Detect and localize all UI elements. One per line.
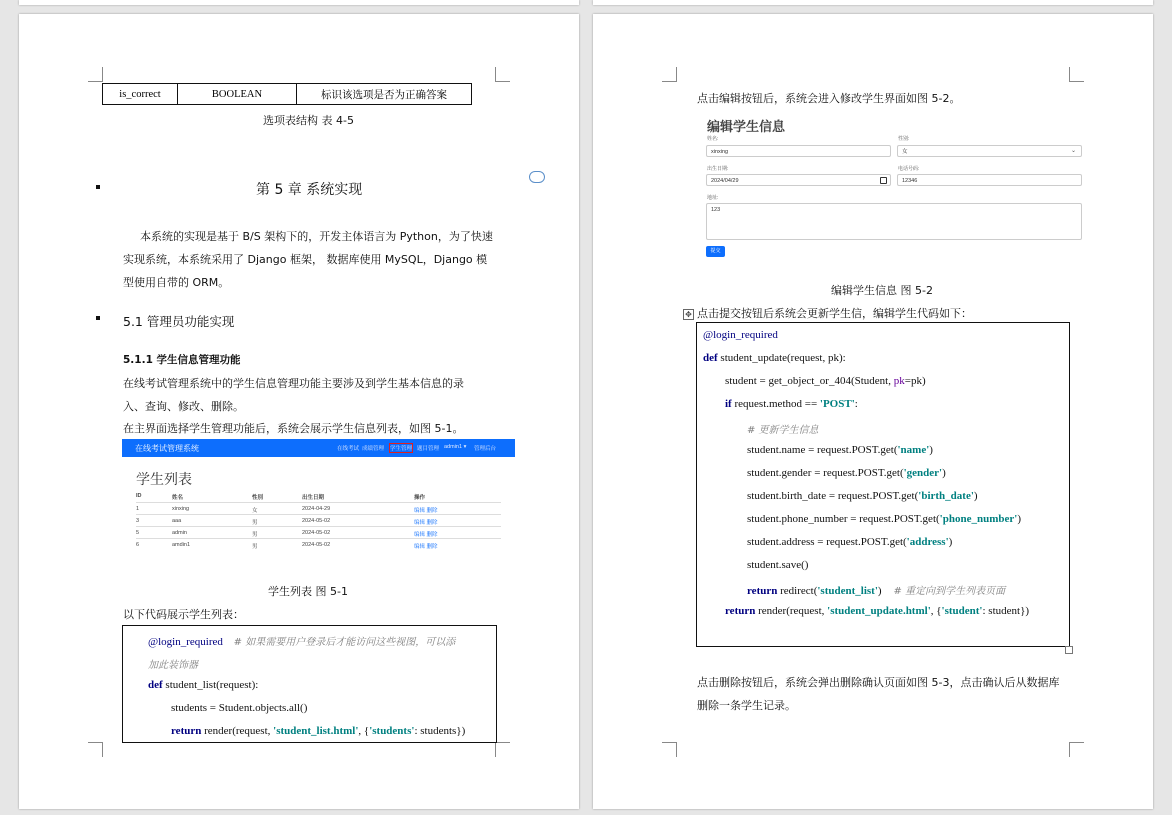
code-text: request.method == — [731, 398, 820, 410]
code-param: pk — [893, 375, 905, 387]
table-caption: 选项表结构 表 4-5 — [263, 114, 354, 127]
cell-actions: 编辑 删除 — [414, 532, 438, 538]
gender-select: 女 — [897, 145, 1082, 157]
student-list-screenshot — [122, 439, 515, 559]
crop-mark — [495, 67, 510, 82]
resize-handle[interactable] — [1065, 646, 1073, 654]
code-text: student_list(request): — [162, 679, 259, 691]
move-handle-icon[interactable]: ✥ — [683, 309, 694, 320]
address-field: 123 — [706, 203, 1082, 240]
paragraph-line: 实现系统，本系统采用了 Django 框架， 数据库使用 MySQL，Django 模 — [123, 253, 488, 266]
code-keyword: if — [725, 398, 732, 410]
code-line — [725, 605, 1029, 617]
cell: 男 — [252, 520, 258, 526]
table-row — [103, 84, 472, 105]
code-line — [148, 656, 198, 671]
code-text: student.birth_date = request.POST.get( — [747, 490, 919, 502]
code-block-student-update[interactable] — [696, 322, 1070, 647]
code-block-student-list[interactable] — [122, 625, 497, 743]
code-line: student.address = request.POST.get('address') — [747, 536, 953, 548]
col-header: 姓名 — [172, 495, 184, 501]
option-table — [102, 83, 472, 105]
cell: 男 — [252, 544, 258, 550]
code-string: 'name' — [897, 444, 930, 456]
chevron-down-icon: ⌄ — [1071, 148, 1077, 154]
code-string: 'address' — [906, 536, 949, 548]
code-line — [171, 725, 465, 737]
code-line — [747, 582, 1005, 597]
crop-mark — [662, 742, 677, 757]
chapter-heading: 第 5 章 系统实现 — [256, 182, 363, 198]
cell-actions: 编辑 删除 — [414, 508, 438, 514]
code-line: students = Student.objects.all() — [171, 702, 308, 714]
col-header: 出生日期 — [302, 495, 325, 501]
code-string: 'student' — [941, 605, 983, 617]
phone-label: 电话号码: — [898, 166, 920, 172]
code-text: , { — [358, 725, 370, 737]
address-label: 地址: — [707, 195, 719, 201]
nav-link: 在线考试 — [337, 446, 360, 452]
name-field: xinxing — [706, 145, 891, 157]
cell: 2024-05-02 — [302, 518, 331, 524]
paragraph-line: 点击编辑按钮后，系统会进入修改学生界面如图 5-2。 — [697, 92, 961, 105]
code-line: student.phone_number = request.POST.get('phone_number') — [747, 513, 1021, 525]
code-text: =pk) — [904, 375, 926, 387]
col-header: 操作 — [414, 495, 426, 501]
code-text: redirect( — [777, 585, 818, 597]
figure-caption: 学生列表 图 5-1 — [268, 585, 348, 598]
code-text: render(request, — [755, 605, 828, 617]
code-string: 'phone_number' — [939, 513, 1018, 525]
document-page-right[interactable] — [593, 14, 1153, 809]
code-line: student.name = request.POST.get('name') — [747, 444, 933, 456]
cell: 5 — [136, 530, 140, 536]
table-cell-field: is_correct — [103, 84, 178, 105]
code-line: student.gender = request.POST.get('gender') — [747, 467, 946, 479]
code-line — [725, 398, 858, 410]
code-line: student.birth_date = request.POST.get('birth_date') — [747, 490, 978, 502]
code-string: 'students' — [369, 725, 415, 737]
code-text: student.phone_number = request.POST.get( — [747, 513, 940, 525]
paragraph-line: 入、查询、修改、删除。 — [123, 400, 244, 413]
crop-mark — [495, 742, 510, 757]
cell: admin — [172, 530, 187, 536]
code-line — [148, 633, 455, 648]
code-line: student.save() — [747, 559, 809, 571]
code-string: 'POST' — [819, 398, 855, 410]
nav-brand: 在线考试管理系统 — [135, 444, 199, 453]
code-comment: # 重定向到学生列表页面 — [893, 586, 1006, 597]
name-label: 姓名: — [707, 136, 719, 142]
table-rule — [136, 502, 501, 503]
figure-caption: 编辑学生信息 图 5-2 — [831, 284, 933, 297]
table-rule — [136, 526, 501, 527]
code-text: student.gender = request.POST.get( — [747, 467, 904, 479]
nav-link: admin1 ▾ — [444, 444, 467, 450]
heading-bullet — [96, 316, 100, 320]
paragraph-line: 删除一条学生记录。 — [697, 699, 796, 712]
crop-mark — [1069, 742, 1084, 757]
cell: 男 — [252, 532, 258, 538]
code-string: 'birth_date' — [918, 490, 974, 502]
crop-mark — [1069, 67, 1084, 82]
previous-page-edge — [593, 0, 1153, 5]
cell: 2024-04-29 — [302, 506, 331, 512]
navbar — [122, 439, 515, 457]
crop-mark — [662, 67, 677, 82]
code-text: : — [854, 398, 858, 410]
paragraph-line: 点击删除按钮后，系统会弹出删除确认页面如图 5-3，点击确认后从数据库 — [697, 676, 1060, 689]
code-text: ) — [877, 585, 882, 597]
code-intro: 以下代码展示学生列表： — [123, 608, 244, 621]
table-rule — [136, 538, 501, 539]
cell: xinxing — [172, 506, 190, 512]
col-header: 性别 — [252, 495, 264, 501]
col-header: ID — [136, 493, 142, 499]
code-comment: 加此装饰器 — [148, 660, 198, 671]
comment-icon[interactable] — [529, 171, 545, 183]
document-page-left[interactable] — [19, 14, 579, 809]
cell-actions: 编辑 删除 — [414, 520, 438, 526]
form-title: 编辑学生信息 — [707, 119, 786, 134]
nav-link: 管理后台 — [474, 446, 497, 452]
code-line — [148, 679, 258, 691]
cell: aaa — [172, 518, 182, 524]
code-line — [725, 375, 926, 387]
paragraph-line: 在主界面选择学生管理功能后，系统会展示学生信息列表，如图 5-1。 — [123, 422, 464, 435]
crop-mark — [88, 742, 103, 757]
code-string: 'student_list.html' — [273, 725, 359, 737]
code-intro: 点击提交按钮后系统会更新学生信，编辑学生代码如下： — [697, 307, 972, 320]
code-text: student_update(request, pk): — [717, 352, 846, 364]
paragraph-line: 在线考试管理系统中的学生信息管理功能主要涉及到学生基本信息的录 — [123, 377, 464, 390]
subsection-heading: 5.1.1 学生信息管理功能 — [123, 354, 241, 366]
birth-date-field: 2024/04/29 — [706, 174, 891, 186]
code-string: 'gender' — [903, 467, 943, 479]
code-text: student.name = request.POST.get( — [747, 444, 898, 456]
nav-link: 成绩管理 — [362, 446, 385, 452]
section-heading: 5.1 管理员功能实现 — [123, 314, 235, 329]
code-comment: # 如果需要用户登录后才能访问这些视图，可以添 — [233, 637, 456, 648]
list-title: 学生列表 — [136, 471, 192, 487]
cell: 女 — [252, 508, 258, 514]
code-keyword: def — [148, 679, 163, 691]
code-keyword: return — [725, 605, 756, 617]
code-text: student = get_object_or_404(Student, — [725, 375, 894, 387]
birth-label: 出生日期: — [707, 166, 729, 172]
nav-link-active: 学生管理 — [390, 446, 413, 452]
code-string: 'student_update.html' — [827, 605, 931, 617]
paragraph-line: 型使用自带的 ORM。 — [123, 276, 230, 289]
code-line — [703, 352, 846, 364]
code-comment: # 更新学生信息 — [747, 425, 819, 436]
cell: 2024-05-02 — [302, 530, 331, 536]
table-rule — [136, 514, 501, 515]
heading-bullet — [96, 185, 100, 189]
cell: 3 — [136, 518, 140, 524]
code-text: , { — [930, 605, 942, 617]
code-text: student.address = request.POST.get( — [747, 536, 907, 548]
gender-label: 性别: — [898, 136, 910, 142]
calendar-icon — [880, 177, 887, 184]
code-decorator: @login_required — [703, 329, 778, 341]
submit-button: 提交 — [706, 246, 725, 257]
code-text: : students}) — [414, 725, 466, 737]
cell: 1 — [136, 506, 140, 512]
code-keyword: return — [747, 585, 778, 597]
phone-field: 12346 — [897, 174, 1082, 186]
crop-mark — [88, 67, 103, 82]
cell: amdin1 — [172, 542, 191, 548]
cell: 2024-05-02 — [302, 542, 331, 548]
cell: 6 — [136, 542, 140, 548]
previous-page-edge — [19, 0, 579, 5]
code-string: 'student_list' — [817, 585, 878, 597]
table-cell-type: BOOLEAN — [178, 84, 297, 105]
table-cell-desc: 标识该选项是否为正确答案 — [297, 84, 472, 105]
cell-actions: 编辑 删除 — [414, 544, 438, 550]
nav-link: 题目管理 — [417, 446, 440, 452]
paragraph-line: 本系统的实现是基于 B/S 架构下的，开发主体语言为 Python，为了快速 — [140, 230, 493, 243]
code-decorator: @login_required — [148, 636, 223, 648]
code-text: render(request, — [201, 725, 274, 737]
code-text: : student}) — [982, 605, 1030, 617]
code-keyword: def — [703, 352, 718, 364]
code-keyword: return — [171, 725, 202, 737]
